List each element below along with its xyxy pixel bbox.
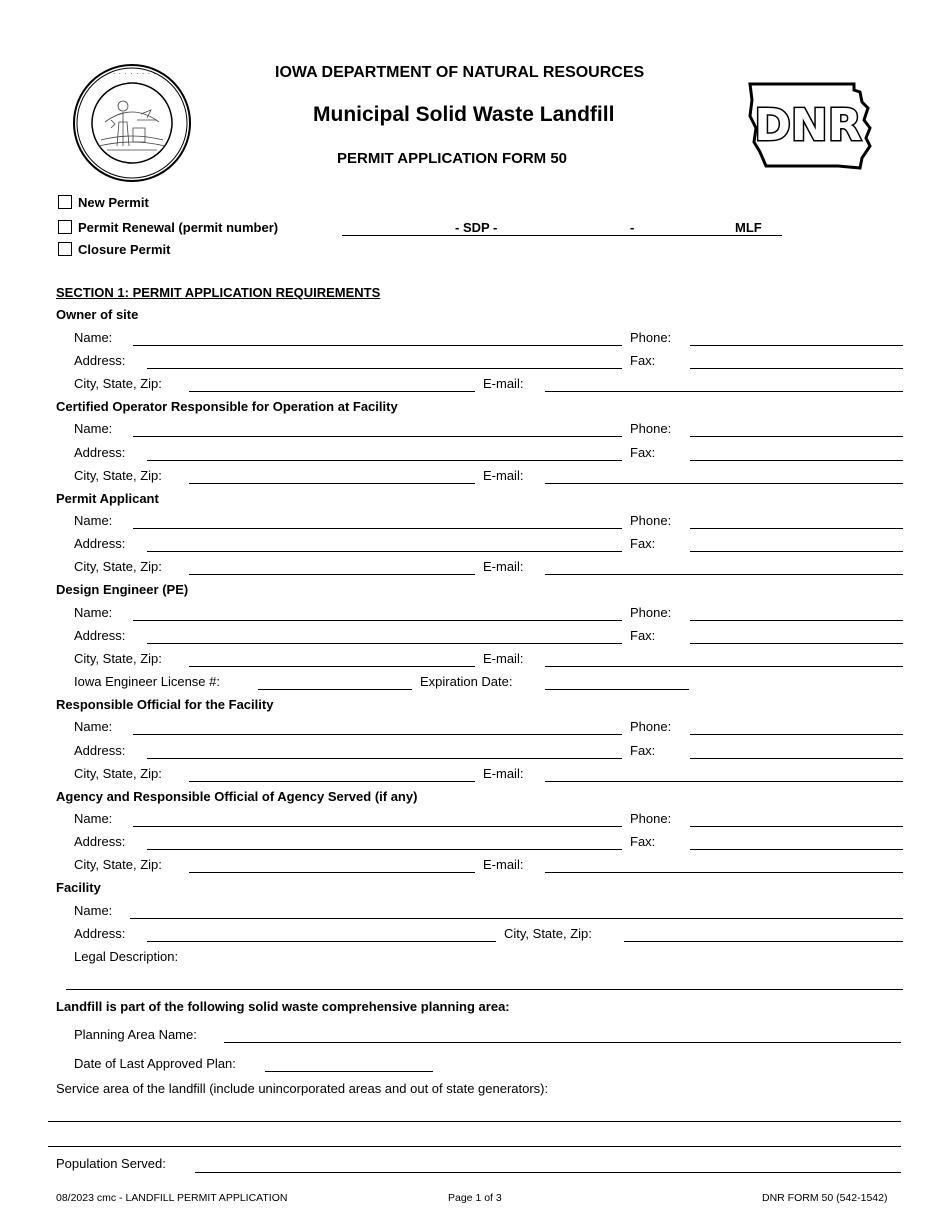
- applicant-heading: Permit Applicant: [56, 491, 159, 506]
- applicant-address-field[interactable]: [147, 551, 622, 552]
- service-area-label: Service area of the landfill (include unincorporated areas and out of state generators):: [56, 1081, 549, 1096]
- department-name: IOWA DEPARTMENT OF NATURAL RESOURCES: [275, 64, 645, 81]
- official-address-field[interactable]: [147, 758, 622, 759]
- operator-email-label: E-mail:: [483, 468, 524, 483]
- new-permit-label: New Permit: [78, 195, 149, 210]
- population-label: Population Served:: [56, 1156, 166, 1171]
- permit-number-field[interactable]: [342, 235, 782, 236]
- operator-email-field[interactable]: [545, 483, 903, 484]
- service-area-divider: [48, 1146, 901, 1147]
- engineer-city-field[interactable]: [189, 666, 475, 667]
- footer-page-number: Page 1 of 3: [448, 1192, 502, 1204]
- permit-number-sdp: - SDP -: [455, 220, 498, 235]
- owner-city-label: City, State, Zip:: [74, 376, 162, 391]
- agency-heading: Agency and Responsible Official of Agency Served (if any): [56, 789, 418, 804]
- owner-name-field[interactable]: [133, 345, 622, 346]
- agency-fax-field[interactable]: [690, 849, 903, 850]
- closure-permit-label: Closure Permit: [78, 242, 171, 257]
- new-permit-checkbox[interactable]: [58, 195, 72, 209]
- facility-address-label: Address:: [74, 926, 126, 941]
- agency-name-field[interactable]: [133, 826, 622, 827]
- official-city-label: City, State, Zip:: [74, 766, 162, 781]
- permit-number-mlf: MLF: [735, 220, 762, 235]
- svg-text:· · · · · · · · · · ·: · · · · · · · · · · ·: [101, 71, 163, 78]
- engineer-license-field[interactable]: [258, 689, 412, 690]
- agency-city-label: City, State, Zip:: [74, 857, 162, 872]
- applicant-phone-field[interactable]: [690, 528, 903, 529]
- footer-left: 08/2023 cmc - LANDFILL PERMIT APPLICATION: [56, 1192, 288, 1204]
- closure-permit-checkbox[interactable]: [58, 242, 72, 256]
- owner-email-field[interactable]: [545, 391, 903, 392]
- applicant-phone-label: Phone:: [630, 513, 672, 528]
- dnr-logo-text: DNR: [754, 100, 862, 151]
- permit-renewal-label: Permit Renewal (permit number): [78, 220, 279, 235]
- facility-city-label: City, State, Zip:: [504, 926, 592, 941]
- permit-number-dash: -: [630, 220, 635, 235]
- applicant-fax-label: Fax:: [630, 536, 656, 551]
- engineer-fax-field[interactable]: [690, 643, 903, 644]
- operator-fax-field[interactable]: [690, 460, 903, 461]
- facility-heading: Facility: [56, 880, 101, 895]
- official-city-field[interactable]: [189, 781, 475, 782]
- engineer-expiration-field[interactable]: [545, 689, 689, 690]
- operator-fax-label: Fax:: [630, 445, 656, 460]
- agency-phone-label: Phone:: [630, 811, 672, 826]
- official-fax-label: Fax:: [630, 743, 656, 758]
- owner-city-field[interactable]: [189, 391, 475, 392]
- section-1-title: SECTION 1: PERMIT APPLICATION REQUIREMENTS: [56, 285, 381, 300]
- owner-fax-label: Fax:: [630, 353, 656, 368]
- last-plan-field[interactable]: [265, 1071, 433, 1072]
- engineer-heading: Design Engineer (PE): [56, 582, 189, 597]
- permit-renewal-checkbox[interactable]: [58, 220, 72, 234]
- owner-name-label: Name:: [74, 330, 113, 345]
- agency-address-label: Address:: [74, 834, 126, 849]
- operator-heading: Certified Operator Responsible for Operation at Facility: [56, 399, 398, 414]
- operator-name-field[interactable]: [133, 436, 622, 437]
- owner-phone-label: Phone:: [630, 330, 672, 345]
- engineer-fax-label: Fax:: [630, 628, 656, 643]
- applicant-city-field[interactable]: [189, 574, 475, 575]
- agency-phone-field[interactable]: [690, 826, 903, 827]
- engineer-license-label: Iowa Engineer License #:: [74, 674, 220, 689]
- applicant-address-label: Address:: [74, 536, 126, 551]
- facility-legal-field[interactable]: [66, 989, 903, 990]
- official-name-label: Name:: [74, 719, 113, 734]
- form-title: Municipal Solid Waste Landfill: [313, 103, 615, 126]
- population-field[interactable]: [195, 1172, 901, 1173]
- official-email-field[interactable]: [545, 781, 903, 782]
- agency-email-label: E-mail:: [483, 857, 524, 872]
- facility-legal-label: Legal Description:: [74, 949, 179, 964]
- owner-heading: Owner of site: [56, 307, 139, 322]
- footer-form-number: DNR FORM 50 (542-1542): [762, 1192, 888, 1204]
- engineer-email-label: E-mail:: [483, 651, 524, 666]
- facility-city-field[interactable]: [624, 941, 903, 942]
- operator-address-field[interactable]: [147, 460, 622, 461]
- engineer-city-label: City, State, Zip:: [74, 651, 162, 666]
- operator-phone-field[interactable]: [690, 436, 903, 437]
- last-plan-label: Date of Last Approved Plan:: [74, 1056, 236, 1071]
- agency-name-label: Name:: [74, 811, 113, 826]
- owner-phone-field[interactable]: [690, 345, 903, 346]
- planning-area-label: Planning Area Name:: [74, 1027, 197, 1042]
- engineer-name-field[interactable]: [133, 620, 622, 621]
- planning-heading: Landfill is part of the following solid waste comprehensive planning area:: [56, 999, 510, 1014]
- engineer-phone-label: Phone:: [630, 605, 672, 620]
- operator-name-label: Name:: [74, 421, 113, 436]
- engineer-address-field[interactable]: [147, 643, 622, 644]
- facility-name-field[interactable]: [130, 918, 903, 919]
- dnr-logo: [742, 80, 880, 172]
- engineer-email-field[interactable]: [545, 666, 903, 667]
- official-phone-label: Phone:: [630, 719, 672, 734]
- engineer-phone-field[interactable]: [690, 620, 903, 621]
- owner-email-label: E-mail:: [483, 376, 524, 391]
- iowa-state-seal: [71, 62, 193, 184]
- agency-email-field[interactable]: [545, 872, 903, 873]
- agency-fax-label: Fax:: [630, 834, 656, 849]
- operator-city-label: City, State, Zip:: [74, 468, 162, 483]
- operator-city-field[interactable]: [189, 483, 475, 484]
- official-heading: Responsible Official for the Facility: [56, 697, 274, 712]
- owner-address-label: Address:: [74, 353, 126, 368]
- applicant-email-field[interactable]: [545, 574, 903, 575]
- applicant-fax-field[interactable]: [690, 551, 903, 552]
- applicant-name-label: Name:: [74, 513, 113, 528]
- official-fax-field[interactable]: [690, 758, 903, 759]
- applicant-email-label: E-mail:: [483, 559, 524, 574]
- planning-area-field[interactable]: [224, 1042, 901, 1043]
- official-name-field[interactable]: [133, 734, 622, 735]
- agency-city-field[interactable]: [189, 872, 475, 873]
- applicant-city-label: City, State, Zip:: [74, 559, 162, 574]
- service-area-field[interactable]: [48, 1121, 901, 1122]
- owner-address-field[interactable]: [147, 368, 622, 369]
- official-phone-field[interactable]: [690, 734, 903, 735]
- operator-phone-label: Phone:: [630, 421, 672, 436]
- facility-address-field[interactable]: [147, 941, 496, 942]
- facility-name-label: Name:: [74, 903, 113, 918]
- engineer-name-label: Name:: [74, 605, 113, 620]
- applicant-name-field[interactable]: [133, 528, 622, 529]
- official-email-label: E-mail:: [483, 766, 524, 781]
- official-address-label: Address:: [74, 743, 126, 758]
- agency-address-field[interactable]: [147, 849, 622, 850]
- owner-fax-field[interactable]: [690, 368, 903, 369]
- form-subtitle: PERMIT APPLICATION FORM 50: [337, 150, 568, 167]
- engineer-expiration-label: Expiration Date:: [420, 674, 513, 689]
- engineer-address-label: Address:: [74, 628, 126, 643]
- operator-address-label: Address:: [74, 445, 126, 460]
